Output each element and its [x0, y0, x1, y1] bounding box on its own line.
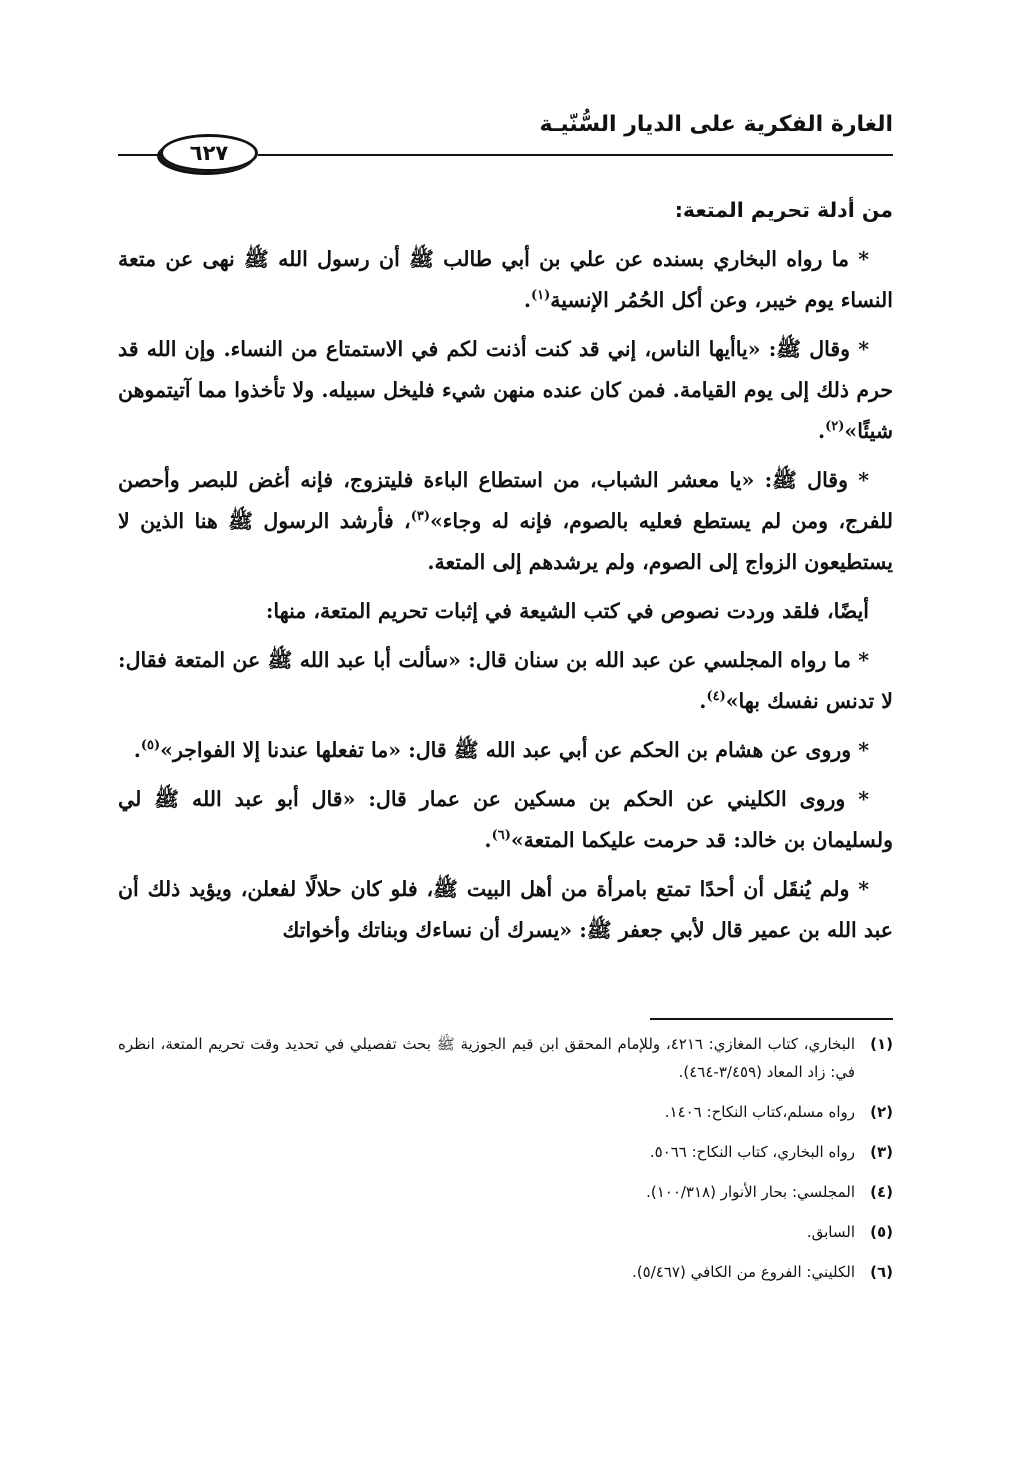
paragraph-text: * وقال ﷺ: «ياأيها الناس، إني قد كنت أذنت لكم في الاستمتاع من النساء. وإن الله قد حرم ذلك إلى يوم القيامة. فمن كان عنده منهن شيء فليخل سبيله. ولا تأخذوا مما آتيتموهن شيئًا» [118, 337, 893, 443]
footnote-text: السابق. [806, 1223, 855, 1241]
main-text [118, 190, 893, 959]
paragraph [118, 779, 893, 861]
page-number: ٦٢٧ [160, 134, 258, 172]
footnote-separator [650, 1018, 893, 1020]
footnote-text: رواه مسلم،كتاب النكاح: ١٤٠٦. [664, 1103, 855, 1121]
footnote-number: (٣) [870, 1143, 893, 1161]
paragraph-tail: . [523, 288, 531, 312]
paragraph [118, 239, 893, 321]
paragraph-text: أيضًا، فلقد وردت نصوص في كتب الشيعة في إثبات تحريم المتعة، منها: [265, 599, 869, 623]
footnote-number: (١) [870, 1035, 893, 1053]
footnote-ref: (٥) [140, 738, 161, 754]
paragraph-text: * ما رواه البخاري بسنده عن علي بن أبي طالب ﷺ أن رسول الله ﷺ نهى عن متعة النساء يوم خيبر، وعن أكل الحُمُر الإنسية [118, 247, 893, 312]
paragraph-text: * ولم يُنقَل أن أحدًا تمتع بامرأة من أهل البيت ﷺ، فلو كان حلالًا لفعلن، ويؤيد ذلك أن عبد الله بن عمير قال لأبي جعفر ﷺ: «يسرك أن نساءك وبناتك وأخواتك [118, 877, 893, 942]
footnote-ref: (٢) [825, 419, 845, 435]
footnote-number: (٢) [870, 1103, 893, 1121]
section-heading: من أدلة تحريم المتعة: [674, 198, 893, 222]
footnote-ref: (٣) [410, 509, 430, 525]
footnote-number: (٦) [870, 1263, 893, 1281]
footnote [118, 1178, 893, 1206]
paragraph-text: * وقال ﷺ: «يا معشر الشباب، من استطاع الباءة فليتزوج، فإنه أغض للبصر وأحصن للفرج، ومن لم يستطع فعليه بالصوم، فإنه له وجاء» [118, 468, 894, 533]
paragraph [118, 730, 893, 771]
paragraph [118, 640, 893, 722]
footnote [118, 1258, 893, 1286]
paragraph [118, 460, 893, 583]
paragraph-tail: . [484, 828, 492, 852]
footnote-ref: (٤) [706, 689, 726, 705]
footnotes [118, 1030, 893, 1298]
footnote-ref: (١) [531, 288, 551, 304]
paragraph-text: * وروى الكليني عن الحكم بن مسكين عن عمار قال: «قال أبو عبد الله ﷺ لي ولسليمان بن خالد: قد حرمت عليكما المتعة» [118, 787, 893, 852]
footnote [118, 1218, 893, 1246]
paragraph-tail: . [817, 419, 826, 443]
footnote [118, 1030, 893, 1086]
footnote-ref: (٦) [491, 828, 511, 844]
paragraph [118, 329, 893, 452]
footnote [118, 1098, 893, 1126]
footnote-text: رواه البخاري، كتاب النكاح: ٥٠٦٦. [649, 1143, 855, 1161]
footnote-text: الكليني: الفروع من الكافي (٥/٤٦٧). [632, 1263, 855, 1281]
paragraph-tail: ، فأرشد الرسول ﷺ هنا الذين لا يستطيعون الزواج إلى الصوم، ولم يرشدهم إلى المتعة. [118, 509, 893, 574]
paragraph-tail: . [133, 738, 141, 762]
page-header [118, 110, 893, 180]
header-rule-left [118, 154, 162, 156]
footnote-text: البخاري، كتاب المغازي: ٤٢١٦، وللإمام المحقق ابن قيم الجوزية ﷺ بحث تفصيلي في تحديد وقت تحريم المتعة، انظره في: زاد المعاد (٣/٤٥٩-٤٦٤). [118, 1035, 855, 1081]
paragraph-text: * ما رواه المجلسي عن عبد الله بن سنان قال: «سألت أبا عبد الله ﷺ عن المتعة فقال: لا تدنس نفسك بها» [118, 648, 893, 713]
footnote-number: (٤) [870, 1183, 893, 1201]
paragraph [118, 869, 893, 951]
header-rule [258, 154, 893, 156]
footnote [118, 1138, 893, 1166]
running-title: الغارة الفكرية على الديار السُّنّيـة [539, 112, 893, 137]
footnote-number: (٥) [870, 1223, 893, 1241]
paragraph-text: * وروى عن هشام بن الحكم عن أبي عبد الله ﷺ قال: «ما تفعلها عندنا إلا الفواجر» [160, 738, 869, 762]
paragraph-tail: . [699, 689, 707, 713]
paragraph [118, 591, 893, 632]
footnote-text: المجلسي: بحار الأنوار (١٠٠/٣١٨). [646, 1183, 855, 1201]
